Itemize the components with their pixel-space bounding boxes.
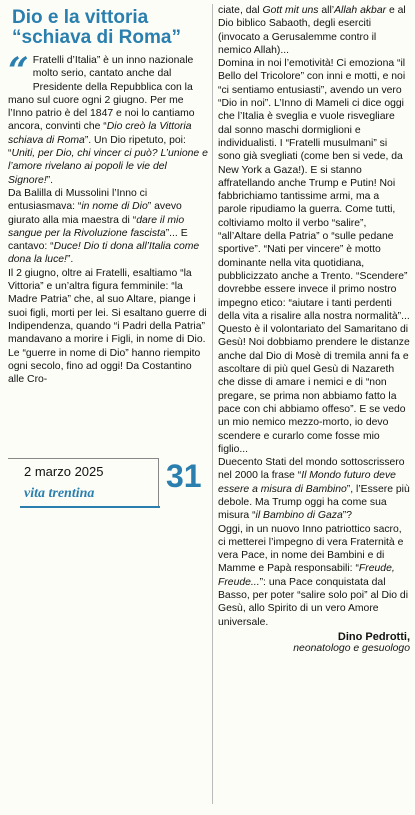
signature [218, 631, 410, 654]
footer-rule-vertical [158, 458, 159, 508]
article-body-right: ciate, dal Gott mit uns all’Allah akbar e al Dio biblico Sabaoth, degli eserciti (invocato a Gerusalemme contro il nemico Allah)... Domina in noi l’emotività! Ci emoziona “il Bello del Tricolore” con inni e motti, e noi “ci sentiamo entusiasti”, avendo un vero “Dio in noi”. L’Inno di Mameli ci dice oggi che l’Italia è sveglia e vuole risvegliare dal sonno maschi dormiglioni e individualisti. I “Fratelli musulmani” si sono già svegliati (come ben si vede, da New York a Gaza!). E si stanno affratellando anche Trump e Putin! Noi fabbrichiamo tantissime armi, ma a parole ripudiamo la guerra. Come tutti, coltiviamo molto il verbo “salire”, “all’Altare della Patria” o “sulle pedane sportive”. “Nati per vincere” è motto dominante nella vita quotidiana, pubblicizzato anche a Trento. “Scendere” dovrebbe essere invece il primo nostro impegno etico: “aiutare i tanti perdenti della vita a risalire alla nostra normalità”... Questo è il volontariato del Samaritano di Gesù! Noi dobbiamo prendere le distanze anche dal Dio di Mosè di tremila anni fa e ascoltare di più quel Gesù di Nazareth che disse di amare i nemici e di “non pregare, se prima non abbiamo fatto la pace con chi abbiamo offeso”. E se vedo un mio nemico mezzo-morto, io devo scendere e curarlo come fosse mio figlio... Duecento Stati del mondo sottoscrissero nel 2000 la frase “Il Mondo futuro deve essere a misura di Bambino”, l’Essere più debole. Ma Trump oggi ha come sua misura “il Bambino di Gaza”? Oggi, in un nuovo Inno patriottico sacro, ci metterei l’impegno di vera Fraternità e vera Pace, in nome dei Bambini e di Mamme e Papà responsabili: “Freude, Freude...”: una Pace conquistata dal Basso, per poter “salire solo poi” al Dio di Gesù, allo Spirito di un vero Amore universale. [218, 5, 410, 628]
title-line-2: “schiava di Roma” [12, 27, 181, 48]
article-title [12, 8, 208, 48]
issue-date: 2 marzo 2025 [24, 464, 104, 479]
article-body-left: “ Fratelli d’Italia” è un inno nazionale molto serio, cantato anche dal Presidente della Repubblica con la mano sul cuore ogni 2 giugno. Per me l’Inno patrio è del 1847 e noi lo cantiamo ancora, convinti che “Dio creò la Vittoria schiava di Roma”. Un Dio ripetuto, poi: “Uniti, per Dio, chi vincer ci può? L’unione e l’amore rivelano ai popoli le vie del Signore!”. Da Balilla di Mussolini l’Inno ci entusiasmava: “in nome di Dio” avevo giurato alla mia maestra di “dare il mio sangue per la Rivoluzione fascista”... E cantavo: “Duce! Dio ti dona all’Italia come dona la luce!”. Il 2 giugno, oltre ai Fratelli, esaltiamo “la Vittoria” e un’altra figura femminile: “la Madre Patria” che, al suo Altare, piange i suoi figli, morti per lei. Si esaltano guerre di Indipendenza, quando “i Padri della Patria” mandavano a morire i Figli, in nome di Dio. Le “guerre in nome di Dio” hanno riempito ogni secolo, fino ad oggi! Da Costantino alle Cro- [8, 50, 208, 386]
author-role: neonatologo e gesuologo [293, 642, 410, 654]
title-line-1: Dio e la vittoria [12, 7, 149, 28]
column-divider [212, 4, 213, 804]
newspaper-name: vita trentina [24, 486, 95, 501]
author-name: Dino Pedrotti, [337, 630, 410, 643]
footer-rule-accent [20, 506, 160, 508]
right-column [218, 0, 410, 654]
page-footer [8, 458, 208, 522]
page-number: 31 [166, 458, 202, 494]
left-column [8, 0, 208, 386]
footer-rule-top [8, 458, 158, 459]
